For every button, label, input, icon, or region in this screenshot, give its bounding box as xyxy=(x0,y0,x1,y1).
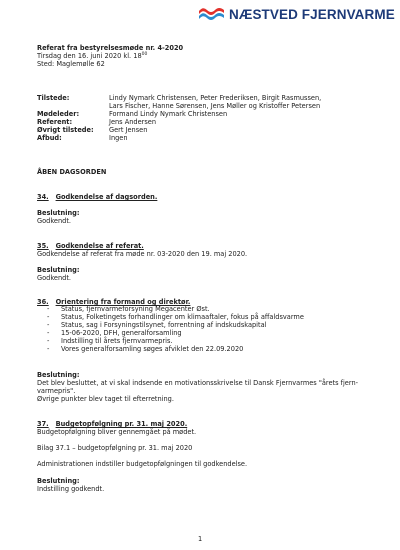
item-37-decision-text: Indstilling godkendt. xyxy=(37,485,105,493)
document-title: Referat fra bestyrelsesmøde nr. 4-2020 xyxy=(37,44,184,52)
list-item: - 15-06-2020, DFH, generalforsamling xyxy=(47,330,304,338)
item-35-decision-label: Beslutning: xyxy=(37,266,80,274)
page-number: 1 xyxy=(198,535,203,543)
meeting-place: Sted: Maglemølle 62 xyxy=(37,60,105,68)
item-36-decision-line1: Det blev besluttet, at vi skal indsende en motivationsskrivelse til Dansk Fjernvarmes "årets fjern- xyxy=(37,379,359,387)
chair-row xyxy=(37,110,227,118)
item-37-heading xyxy=(37,420,187,428)
item-35-title: Godkendelse af referat. xyxy=(55,242,144,250)
list-item: - Indstilling til årets fjernvarmepris. xyxy=(47,338,304,346)
item-34-title: Godkendelse af dagsorden. xyxy=(55,193,158,201)
item-34-decision-text: Godkendt. xyxy=(37,217,72,225)
item-37-title: Budgetopfølgning pr. 31. maj 2020. xyxy=(55,420,188,428)
item-35-decision-text: Godkendt. xyxy=(37,274,72,282)
item-36-number: 36. xyxy=(37,298,49,306)
chair-value: Formand Lindy Nymark Christensen xyxy=(109,110,228,118)
present-value-cont: Lars Fischer, Hanne Sørensen, Jens Møller og Kristoffer Petersen xyxy=(109,102,321,110)
item-35-body: Godkendelse af referat fra møde nr. 03-2020 den 19. maj 2020. xyxy=(37,250,248,258)
item-36-title: Orientering fra formand og direktør. xyxy=(55,298,191,306)
item-34-decision-label: Beslutning: xyxy=(37,209,80,217)
secretary-row xyxy=(37,118,156,126)
agenda-heading: ÅBEN DAGSORDEN xyxy=(37,168,107,176)
list-item: - Status, fjernvarmeforsyning Megacenter Øst. xyxy=(47,306,304,314)
present-row xyxy=(37,94,321,102)
secretary-value: Jens Andersen xyxy=(109,118,157,126)
chair-label: Mødeleder: xyxy=(37,110,80,118)
item-37-decision-label: Beslutning: xyxy=(37,477,80,485)
list-item: - Status, Folketingets forhandlinger om klimaaftaler, fokus på affaldsvarme xyxy=(47,314,304,322)
absent-value: Ingen xyxy=(109,134,128,142)
item-37-body2: Bilag 37.1 – budgetopfølgning pr. 31. maj 2020 xyxy=(37,444,193,452)
absent-label: Afbud: xyxy=(37,134,62,142)
logo-text: NÆSTVED FJERNVARME xyxy=(229,6,395,22)
item-36-bullet-list xyxy=(47,306,304,353)
other-value: Gert Jensen xyxy=(109,126,148,134)
item-37-body3: Administrationen indstiller budgetopfølgningen til godkendelse. xyxy=(37,460,248,468)
item-35-number: 35. xyxy=(37,242,49,250)
other-row xyxy=(37,126,147,134)
other-label: Øvrigt tilstede: xyxy=(37,126,94,134)
present-value: Lindy Nymark Christensen, Peter Frederiksen, Birgit Rasmussen, xyxy=(109,94,322,102)
item-37-body1: Budgetopfølgning bliver gennemgået på mødet. xyxy=(37,428,197,436)
list-item: - Vores generalforsamling søges afviklet den 22.09.2020 xyxy=(47,346,304,354)
item-34-heading xyxy=(37,193,157,201)
company-logo xyxy=(198,5,395,23)
item-36-decision-label: Beslutning: xyxy=(37,371,80,379)
meeting-date: Tirsdag den 16. juni 2020 kl. $18^{00}$ xyxy=(37,52,148,60)
item-34-number: 34. xyxy=(37,193,49,201)
present-label: Tilstede: xyxy=(37,94,70,102)
waves-logo-icon xyxy=(198,5,225,23)
item-35-heading xyxy=(37,242,144,250)
item-37-number: 37. xyxy=(37,420,49,428)
secretary-label: Referent: xyxy=(37,118,73,126)
item-36-decision-line2: varmepris". xyxy=(37,387,76,395)
list-item: - Status, sag i Forsyningstilsynet, forrentning af indskudskapital xyxy=(47,322,304,330)
absent-row xyxy=(37,134,128,142)
item-36-decision-line3: Øvrige punkter blev taget til efterretning. xyxy=(37,395,174,403)
